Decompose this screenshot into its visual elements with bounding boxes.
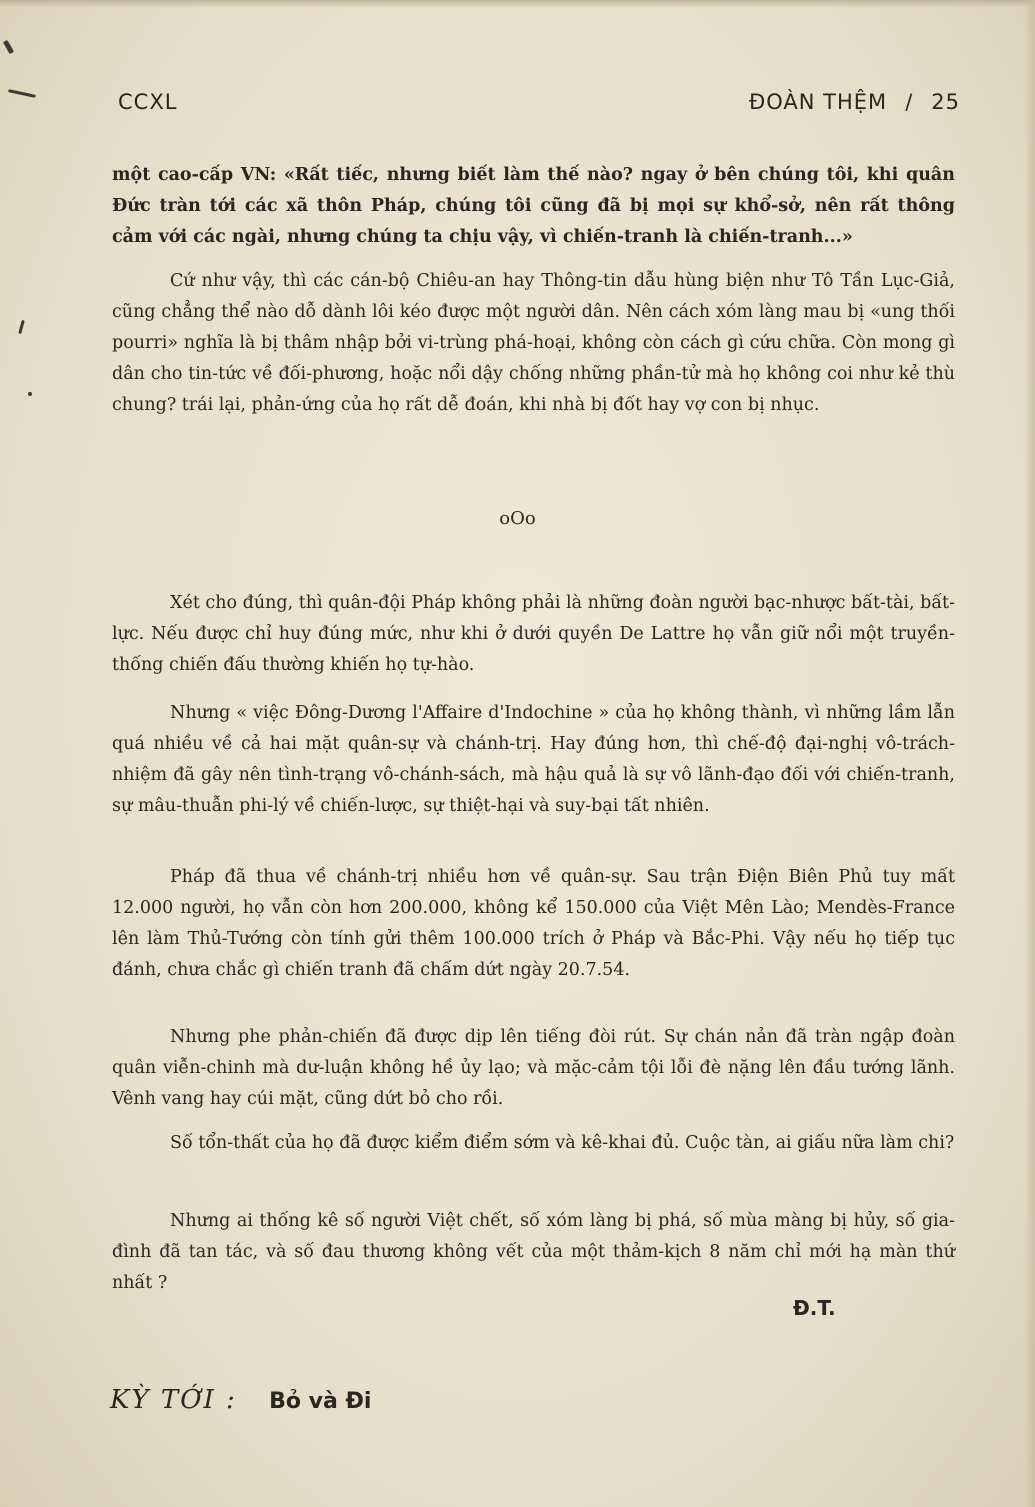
- paragraph-text: một cao-cấp VN: «Rất tiếc, nhưng biết làm thế nào? ngay ở bên chúng tôi, khi quân Đức tràn tới các xã thôn Pháp, chúng tôi cũng đã bị mọi sự khổ-sở, nên rất thông cảm với các ngài, nhưng chúng ta chịu vậy, vì chiến-tranh là chiến-tranh...»: [112, 165, 955, 247]
- paragraph: [112, 862, 955, 986]
- next-issue-title: Bỏ và Đi: [269, 1389, 372, 1414]
- page-number: 25: [931, 90, 960, 114]
- margin-mark: [28, 392, 32, 396]
- header-separator: /: [905, 90, 914, 114]
- paragraph-text: Nhưng ai thống kê số người Việt chết, số xóm làng bị phá, số mùa màng bị hủy, số gia-đình đã tan tác, và số đau thương không vết của một thảm-kịch 8 năm chỉ mới hạ màn thứ nhất ?: [112, 1211, 955, 1293]
- paragraph-text: Pháp đã thua về chánh-trị nhiều hơn về quân-sự. Sau trận Điện Biên Phủ tuy mất 12.000 người, họ vẫn còn hơn 200.000, không kể 150.000 của Việt Mên Lào; Mendès-France lên làm Thủ-Tướng còn tính gửi thêm 100.000 trích ở Pháp và Bắc-Phi. Vậy nếu họ tiếp tục đánh, chưa chắc gì chiến tranh đã chấm dứt ngày 20.7.54.: [112, 867, 955, 980]
- author-signature: Đ.T.: [793, 1296, 836, 1320]
- next-issue-label: KỲ TỚI :: [110, 1385, 237, 1415]
- section-separator: oOo: [499, 508, 536, 529]
- next-issue-notice: [110, 1385, 371, 1415]
- paragraph-text: Cứ như vậy, thì các cán-bộ Chiêu-an hay Thông-tin dẫu hùng biện như Tô Tần Lục-Giả, cũng chẳng thể nào dỗ dành lôi kéo được một người dân. Nên cách xóm làng mau bị «ung thối pourri» nghĩa là bị thâm nhập bởi vi-trùng phá-hoại, không còn cách gì cứu chữa. Còn mong gì dân cho tin-tức về đối-phương, hoặc nổi dậy chống những phần-tử mà họ không coi như kẻ thù chung? trái lại, phản-ứng của họ rất dễ đoán, khi nhà bị đốt hay vợ con bị nhục.: [112, 271, 955, 415]
- margin-mark: [8, 89, 36, 98]
- paragraph: [112, 1206, 955, 1299]
- header-right: [749, 90, 960, 114]
- paragraph: [112, 1128, 955, 1159]
- margin-mark: [18, 320, 25, 334]
- issue-number: CCXL: [118, 90, 178, 114]
- margin-mark: [3, 40, 14, 55]
- paragraph: [112, 266, 955, 421]
- running-header: [118, 90, 960, 124]
- paragraph-text: Xét cho đúng, thì quân-đội Pháp không phải là những đoàn người bạc-nhược bất-tài, bất-lực. Nếu được chỉ huy đúng mức, như khi ở dưới quyền De Lattre họ vẫn giữ nổi một truyền-thống chiến đấu thường khiến họ tự-hào.: [112, 593, 955, 675]
- paragraph-text: Số tổn-thất của họ đã được kiểm điểm sớm và kê-khai đủ. Cuộc tàn, ai giấu nữa làm chi?: [170, 1133, 955, 1153]
- paragraph-text: Nhưng « việc Đông-Dương l'Affaire d'Indochine » của họ không thành, vì những lầm lẫn quá nhiều về cả hai mặt quân-sự và chánh-trị. Hay đúng hơn, thì chế-độ đại-nghị vô-trách-nhiệm đã gây nên tình-trạng vô-chánh-sách, mà hậu quả là sự vô lãnh-đạo đối với chiến-tranh, sự mâu-thuẫn phi-lý về chiến-lược, sự thiệt-hại và suy-bại tất nhiên.: [112, 703, 955, 816]
- paragraph: [112, 698, 955, 822]
- page-edge-top: [0, 0, 1035, 8]
- paragraph: [112, 160, 955, 253]
- paragraph-text: Nhưng phe phản-chiến đã được dịp lên tiếng đòi rút. Sự chán nản đã tràn ngập đoàn quân viễn-chinh mà dư-luận không hề ủy lạo; và mặc-cảm tội lỗi đè nặng lên đầu tướng lãnh. Vênh vang hay cúi mặt, cũng dứt bỏ cho rồi.: [112, 1027, 955, 1109]
- author-name: ĐOÀN THỆM: [748, 90, 888, 114]
- page-edge-right: [1025, 0, 1035, 1507]
- paragraph: [112, 1022, 955, 1115]
- paragraph: [112, 588, 955, 681]
